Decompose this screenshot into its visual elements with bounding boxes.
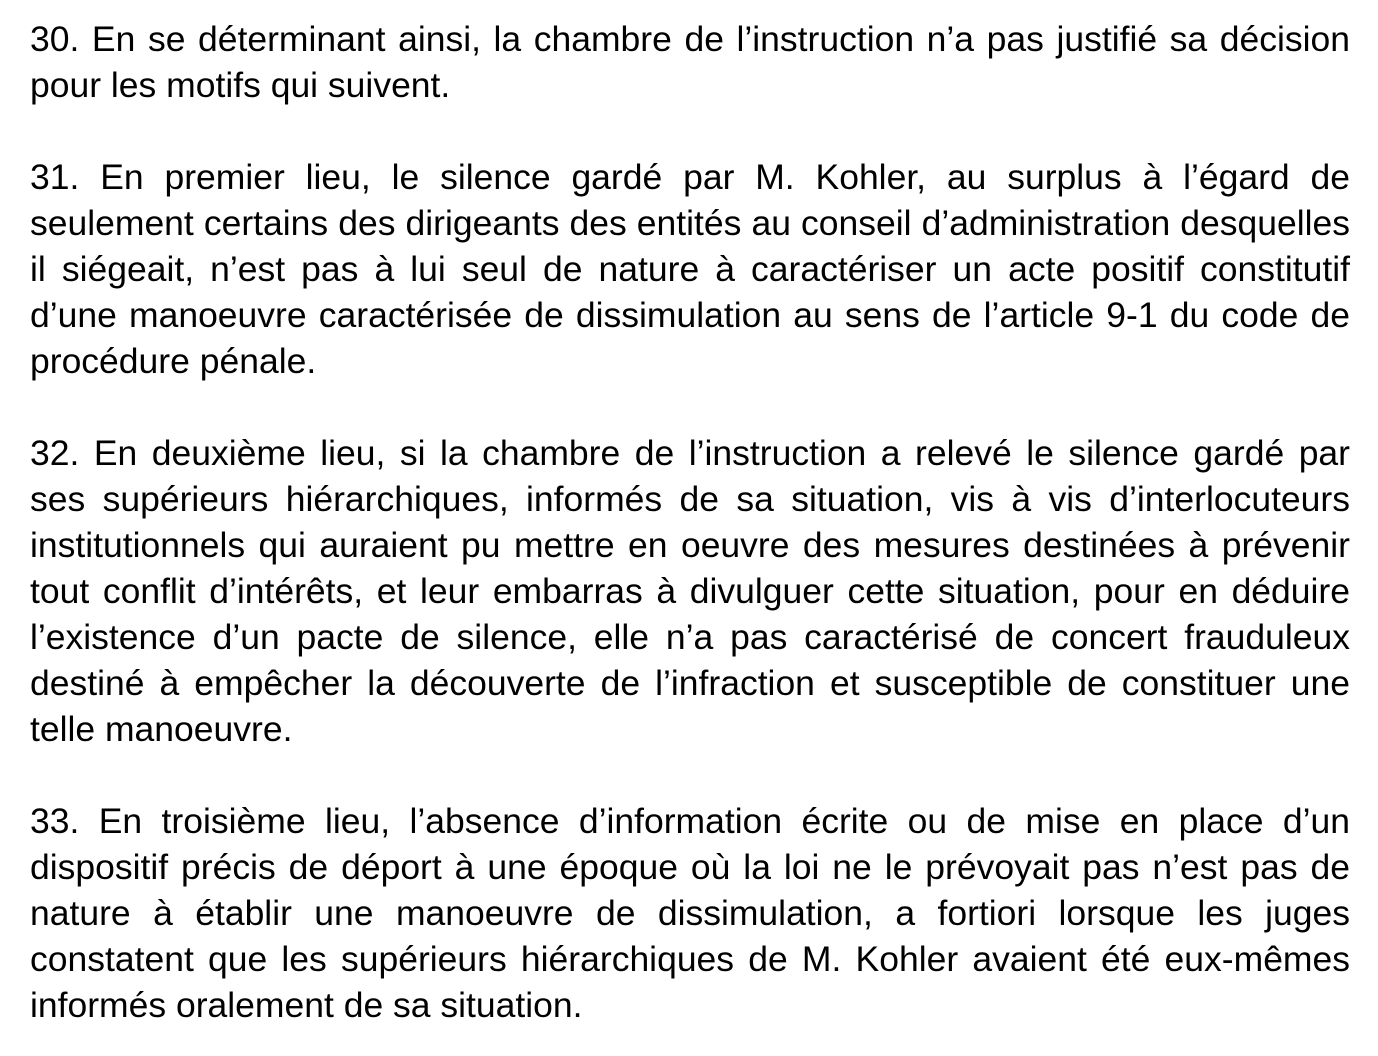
paragraph-32: 32. En deuxième lieu, si la chambre de l’instruction a relevé le silence gardé par ses supérieurs hiérarchiques, informés de sa situation, vis à vis d’interlocuteurs institutionnels qui auraient pu mettre en oeuvre des mesures destinées à prévenir tout conflit d’intérêts, et leur embarras à divulguer cette situation, pour en déduire l’existence d’un pacte de silence, elle n’a pas caractérisé de concert frauduleux destiné à empêcher la découverte de l’infraction et susceptible de constituer une telle manoeuvre.: [30, 433, 1350, 749]
document-body: [30, 16, 1350, 1028]
paragraph-31: 31. En premier lieu, le silence gardé par M. Kohler, au surplus à l’égard de seulement certains des dirigeants des entités au conseil d’administration desquelles il siégeait, n’est pas à lui seul de nature à caractériser un acte positif constitutif d’une manoeuvre caractérisée de dissimulation au sens de l’article 9-1 du code de procédure pénale.: [30, 157, 1350, 381]
paragraph-33: 33. En troisième lieu, l’absence d’information écrite ou de mise en place d’un dispositif précis de déport à une époque où la loi ne le prévoyait pas n’est pas de nature à établir une manoeuvre de dissimulation, a fortiori lorsque les juges constatent que les supérieurs hiérarchiques de M. Kohler avaient été eux-mêmes informés oralement de sa situation.: [30, 801, 1350, 1025]
paragraph-30: 30. En se déterminant ainsi, la chambre de l’instruction n’a pas justifié sa décision pour les motifs qui suivent.: [30, 19, 1350, 105]
